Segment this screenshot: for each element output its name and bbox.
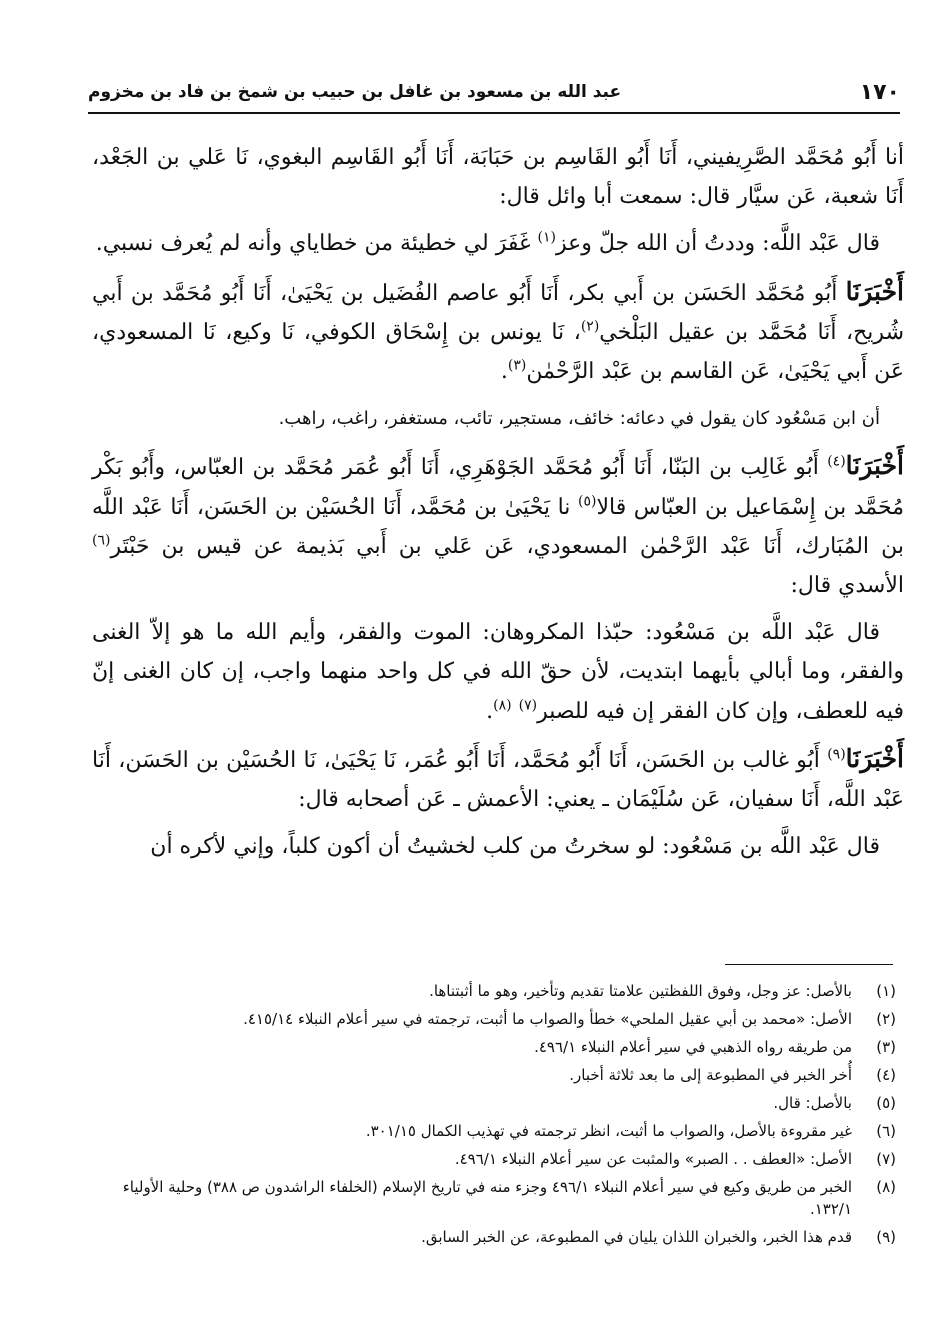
page-number: ١٧٠ — [859, 80, 900, 105]
paragraph-5 — [92, 446, 904, 605]
footnote-ref-4[interactable]: (٤) — [827, 454, 846, 471]
footnote — [100, 1036, 896, 1058]
main-text — [92, 138, 904, 874]
footnote-ref-5[interactable]: (٥) — [577, 493, 597, 510]
footnote-text: بالأصل: عز وجل، وفوق اللفظتين علامتا تقديم وتأخير، وهو ما أثبتناها. — [429, 982, 852, 1000]
footnote-ref-3[interactable]: (٣) — [507, 357, 527, 374]
footnote-text: الخبر من طريق وكيع في سير أعلام النبلاء ٤٩٦/١ وجزء منه في تاريخ الإسلام (الخلفاء الراشدون ص ٣٨٨) وحلية الأولياء ١٣٢/١. — [122, 1178, 852, 1218]
footnote — [100, 980, 896, 1002]
text-segment: . — [486, 698, 494, 724]
footnote-number: (٥) — [876, 1094, 896, 1112]
footnote-text: غير مقروءة بالأصل، والصواب ما أثبت، انظر ترجمته في تهذيب الكمال ٣٠١/١٥. — [365, 1122, 852, 1140]
footnote — [100, 1226, 896, 1248]
footnote-ref-7[interactable]: (٧) — [518, 697, 538, 714]
akhbarana-keyword: أَخْبَرَنَا — [845, 451, 904, 481]
footnotes — [100, 980, 896, 1254]
footnote-ref-8[interactable]: (٨) — [493, 697, 512, 714]
footnote — [100, 1120, 896, 1142]
paragraph-2 — [92, 224, 904, 263]
footnote — [100, 1008, 896, 1030]
footnote-number: (١) — [876, 982, 896, 1000]
footnote — [100, 1148, 896, 1170]
footnote-text: أُخر الخبر في المطبوعة إلى ما بعد ثلاثة أخبار. — [569, 1066, 852, 1084]
footnote-separator — [725, 964, 893, 965]
footnote — [100, 1092, 896, 1114]
footnote-number: (٣) — [876, 1038, 896, 1056]
footnote-number: (٤) — [876, 1066, 896, 1084]
paragraph-3 — [92, 272, 904, 392]
text-segment: أَبُو مُحَمَّد الحَسَن بن أَبي بكر، أَنَا أَبُو عاصم الفُضَيل بن يَحْيَىٰ، أَنَا أَبُو مُحَمَّد بن أَبي شُريح، أَنَا مُحَمَّد بن عقيل البَلْخي — [92, 280, 904, 345]
footnote-number: (٧) — [876, 1150, 896, 1168]
text-segment: الأسدي قال: — [790, 573, 904, 599]
text-segment: قال عَبْد اللَّه بن مَسْعُود: حبّذا المكروهان: الموت والفقر، وأيم الله ما هو إلاّ الغنى والفقر، وما أبالي بأيهما ابتديت، لأن حقّ الله في كل واحد منهما واجب، إن كان الغنى إنّ فيه للعطف، وإن كان الفقر إن فيه للصبر — [92, 620, 904, 724]
footnote-number: (٨) — [876, 1178, 896, 1196]
footnote-number: (٩) — [876, 1228, 896, 1246]
text-segment: غَفَرَ لي خطيئة من خطاياي وأنه لم يُعرف نسبي. — [95, 231, 538, 257]
running-title: عبد الله بن مسعود بن غافل بن حبيب بن شمخ بن فاد بن مخزوم — [88, 82, 622, 102]
paragraph-4: أن ابن مَسْعُود كان يقول في دعائه: خائف، مستجير، تائب، مستغفر، راغب، راهب. — [278, 408, 880, 430]
footnote — [100, 1064, 896, 1086]
paragraph-6 — [92, 613, 904, 731]
footnote-number: (٢) — [876, 1010, 896, 1028]
footnote-number: (٦) — [876, 1122, 896, 1140]
footnote-ref-6[interactable]: (٦) — [92, 532, 111, 549]
footnote — [100, 1176, 896, 1220]
footnote-text: الأصل: «محمد بن أبي عقيل الملحي» خطأ والصواب ما أثبت، ترجمته في سير أعلام النبلاء ٤١٥/١٤. — [243, 1010, 852, 1028]
footnote-ref-1[interactable]: (١) — [537, 230, 556, 247]
akhbarana-keyword: أَخْبَرَنَا — [845, 743, 904, 773]
text-segment: نا يَحْيَىٰ بن مُحَمَّد، أَنَا الحُسَيْن بن الحَسَن، أَنَا عَبْد اللَّه بن المُبَارك، أَنَا عَبْد الرَّحْمٰن المسعودي، عَن عَلي بن أَبي بَذيمة عن قيس بن حَبْتَر — [92, 494, 904, 559]
paragraph-8: قال عَبْد اللَّه بن مَسْعُود: لو سخرتُ من كلب لخشيتُ أن أكون كلباً، وإني لأكره أن — [150, 834, 880, 860]
footnote-text: قدم هذا الخبر، والخبران اللذان يليان في المطبوعة، عن الخبر السابق. — [421, 1228, 852, 1246]
footnote-ref-9[interactable]: (٩) — [827, 746, 846, 763]
page-header — [88, 78, 900, 114]
text-segment: ، نَا يونس بن إِسْحَاق الكوفي، نَا وكيع، نَا المسعودي، عَن أَبي يَحْيَىٰ، عَن القاسم بن عَبْد الرَّحْمٰن — [92, 319, 904, 385]
text-segment: أَبُو غَالِب بن البَنّا، أَنَا أَبُو مُحَمَّد الجَوْهَرِي، أَنَا أَبُو عُمَر مُحَمَّد بن العبّاس، وأَبُو بَكْر مُحَمَّد بن إِسْمَاعيل بن العبّاس قالا — [92, 455, 905, 520]
footnote-text: الأصل: «العطف . . الصبر» والمثبت عن سير أعلام النبلاء ٤٩٦/١. — [454, 1150, 852, 1168]
footnote-ref-2[interactable]: (٢) — [580, 318, 600, 335]
text-segment: قال عَبْد اللَّه: وددتُ أن الله جلّ وعز — [555, 231, 880, 257]
footnote-text: من طريقه رواه الذهبي في سير أعلام النبلاء ٤٩٦/١. — [534, 1038, 852, 1056]
footnote-text: بالأصل: قال. — [773, 1094, 852, 1112]
akhbarana-keyword: أَخْبَرَنَا — [845, 276, 904, 306]
paragraph-7 — [92, 739, 904, 819]
text-segment: . — [500, 359, 508, 385]
text-segment: أَبُو غالب بن الحَسَن، أَنَا أَبُو مُحَمَّد، أَنَا أَبُو عُمَر، نَا يَحْيَىٰ، نَا الحُسَيْن بن الحَسَن، أَنَا عَبْد اللَّه، أَنَا سفيان، عَن سُلَيْمَان ـ يعني: الأعمش ـ عَن أصحابه قال: — [92, 747, 904, 813]
paragraph-1: أنا أَبُو مُحَمَّد الصَّرِيفيني، أَنَا أَبُو القَاسِم بن حَبَابَة، أَنَا أَبُو القَاسِم البغوي، نَا عَلي بن الجَعْد، أَنَا شعبة، عَن سيَّار قال: سمعت أبا وائل قال: — [92, 145, 904, 210]
